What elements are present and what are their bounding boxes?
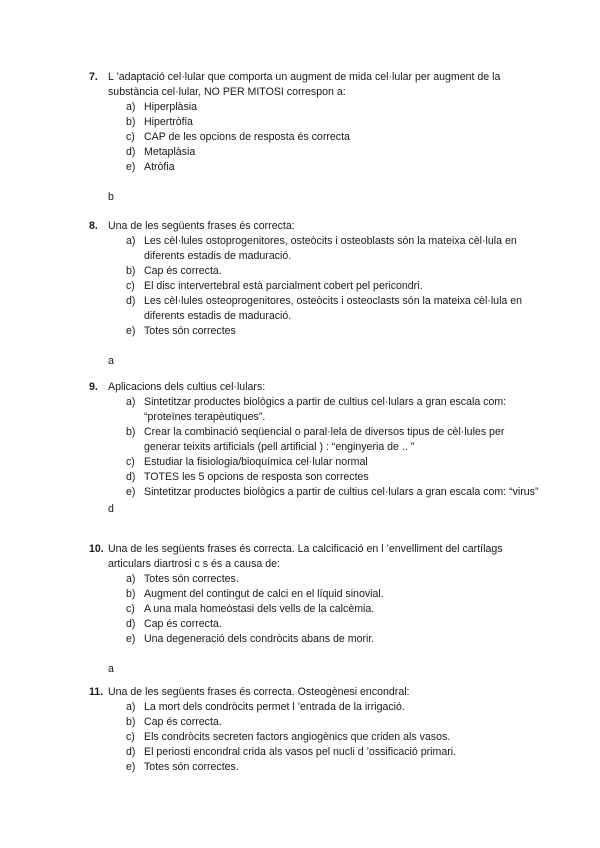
question-11 (89, 685, 539, 775)
option-c (89, 730, 539, 745)
option-letter: c) (126, 731, 135, 743)
option-text: Totes són correctes (144, 325, 236, 337)
option-text: Els condròcits secreten factors angiogènics que criden als vasos. (144, 731, 451, 743)
option-letter: b) (126, 588, 136, 600)
question-number: 7. (89, 71, 98, 83)
option-letter: e) (126, 325, 136, 337)
option-b (89, 264, 539, 279)
option-a (89, 395, 539, 425)
question-number: 8. (89, 220, 98, 232)
option-e (89, 760, 539, 775)
option-d (89, 145, 539, 160)
option-text: Les cèl·lules ostoprogenitores, osteòcits i osteoblasts són la mateixa cèl·lula en diferents estadis de maduració. (144, 235, 517, 262)
options-list (89, 234, 539, 339)
option-d (89, 470, 539, 485)
option-b (89, 587, 539, 602)
question-number: 11. (89, 686, 104, 698)
options-list (89, 700, 539, 775)
question-header (89, 542, 539, 572)
question-header (89, 380, 539, 395)
option-c (89, 130, 539, 145)
option-letter: a) (126, 573, 136, 585)
option-letter: a) (126, 101, 136, 113)
option-a (89, 700, 539, 715)
options-list (89, 395, 539, 500)
option-letter: e) (126, 633, 136, 645)
options-list (89, 100, 539, 175)
option-text: Crear la combinació seqüencial o paral·lela de diversos tipus de cèl·lules per generar teixits artificials (pell artificial ) : “enginyeria de .. ” (144, 426, 505, 453)
option-letter: b) (126, 265, 136, 277)
option-text: Hiperplàsia (144, 101, 197, 113)
option-text: Hipertròfia (144, 116, 193, 128)
option-letter: e) (126, 761, 136, 773)
option-letter: c) (126, 131, 135, 143)
option-d (89, 745, 539, 760)
question-header (89, 70, 539, 100)
option-text: Augment del contingut de calci en el líquid sinovial. (144, 588, 384, 600)
option-text: Una degeneració dels condròcits abans de morir. (144, 633, 375, 645)
option-text: Sintetitzar productes biològics a partir de cultius cel·lulars a gran escala com: “virus” (144, 486, 539, 498)
option-text: Totes són correctes. (144, 573, 239, 585)
option-text: Totes són correctes. (144, 761, 239, 773)
option-a (89, 234, 539, 264)
option-b (89, 115, 539, 130)
option-d (89, 294, 539, 324)
option-text: Les cèl·lules osteoprogenitores, osteòcits i osteoclasts són la mateixa cèl·lula en diferents estadis de maduració. (144, 295, 523, 322)
question-text: L ’adaptació cel·lular que comporta un augment de mida cel·lular per augment de la substància cel·lular, NO PER MITOSI correspon a: (108, 71, 501, 98)
answer-text: a (108, 663, 114, 675)
option-text: El disc intervertebral està parcialment cobert pel pericondri. (144, 280, 423, 292)
option-text: A una mala homeòstasi dels vells de la calcèmia. (144, 603, 375, 615)
option-letter: a) (126, 396, 136, 408)
question-7 (89, 70, 539, 205)
question-header (89, 685, 539, 700)
answer-text: d (108, 503, 114, 515)
option-a (89, 572, 539, 587)
answer-text: b (108, 191, 114, 203)
option-b (89, 425, 539, 455)
question-number: 9. (89, 381, 98, 393)
option-e (89, 485, 539, 500)
option-text: Sintetitzar productes biològics a partir de cultius cel·lulars a gran escala com: “proteïnes terapèutiques”. (144, 396, 507, 423)
question-text: Aplicacions dels cultius cel·lulars: (108, 381, 266, 393)
options-list (89, 572, 539, 647)
option-letter: c) (126, 280, 135, 292)
option-c (89, 455, 539, 470)
option-letter: e) (126, 486, 136, 498)
question-header (89, 219, 539, 234)
option-letter: e) (126, 161, 136, 173)
option-e (89, 632, 539, 647)
option-text: Atròfia (144, 161, 175, 173)
option-text: CAP de les opcions de resposta és correcta (144, 131, 350, 143)
option-text: Metaplàsia (144, 146, 196, 158)
question-9 (89, 380, 539, 517)
question-text: Una de les següents frases és correcta: (108, 220, 295, 232)
option-text: TOTES les 5 opcions de resposta son correctes (144, 471, 369, 483)
option-a (89, 100, 539, 115)
option-letter: d) (126, 618, 136, 630)
option-b (89, 715, 539, 730)
option-text: Cap és correcta. (144, 716, 222, 728)
option-letter: a) (126, 701, 136, 713)
question-text: Una de les següents frases és correcta. Osteogènesi encondral: (108, 686, 410, 698)
option-letter: c) (126, 456, 135, 468)
option-text: Cap és correcta. (144, 265, 222, 277)
question-10 (89, 542, 539, 677)
option-d (89, 617, 539, 632)
option-letter: a) (126, 235, 136, 247)
option-letter: b) (126, 116, 136, 128)
option-letter: d) (126, 746, 136, 758)
question-text: Una de les següents frases és correcta. La calcificació en l ’envelliment del cartílags articulars diartrosi c s és a causa de: (108, 543, 503, 570)
option-text: Estudiar la fisiologia/bioquímica cel·lular normal (144, 456, 368, 468)
option-text: Cap és correcta. (144, 618, 222, 630)
option-text: La mort dels condròcits permet l ’entrada de la irrigació. (144, 701, 405, 713)
option-letter: d) (126, 146, 136, 158)
question-number: 10. (89, 543, 104, 555)
option-text: El periosti encondral crida als vasos pel nucli d ’ossificació primari. (144, 746, 457, 758)
option-letter: d) (126, 471, 136, 483)
answer-text: a (108, 355, 114, 367)
option-letter: c) (126, 603, 135, 615)
option-c (89, 279, 539, 294)
option-letter: b) (126, 426, 136, 438)
option-e (89, 324, 539, 339)
option-c (89, 602, 539, 617)
option-e (89, 160, 539, 175)
option-letter: b) (126, 716, 136, 728)
option-letter: d) (126, 295, 136, 307)
question-8 (89, 219, 539, 369)
